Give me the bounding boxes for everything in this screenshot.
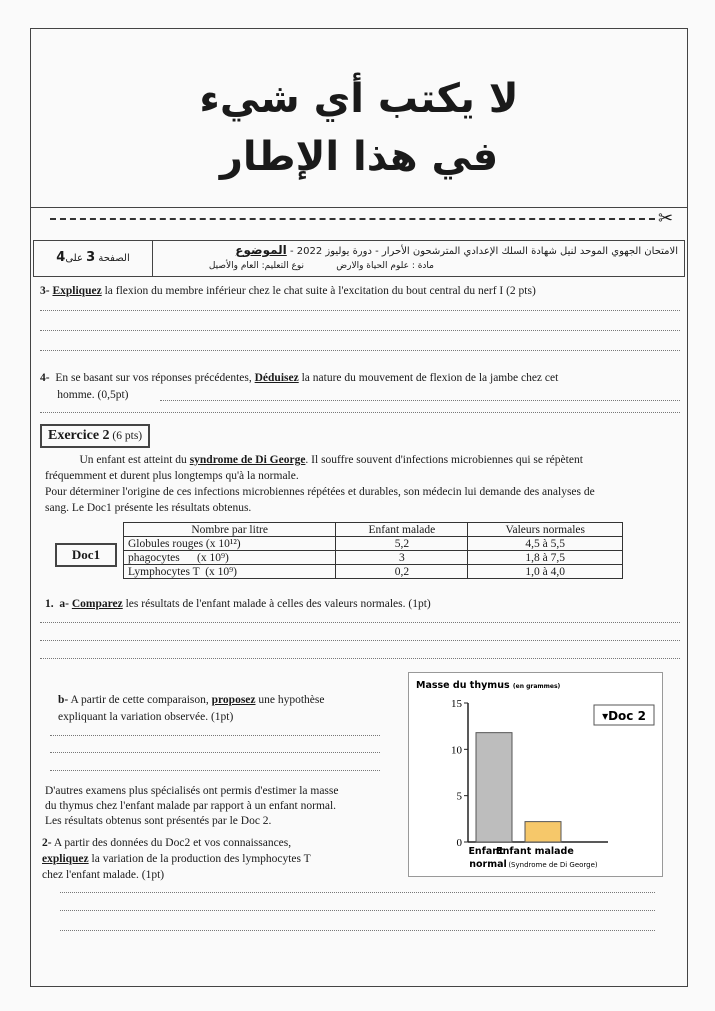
table-row: phagocytes (x 10⁹) 3 1,8 à 7,5 — [124, 551, 623, 565]
chart-title: Masse du thymus (en grammes) — [416, 680, 561, 691]
x-tick-label: normal — [469, 859, 507, 870]
x-tick-label: Enfant — [468, 846, 504, 857]
doc1-table — [123, 522, 623, 579]
y-tick-label: 5 — [456, 790, 462, 803]
table-row: Lymphocytes T (x 10⁹) 0,2 1,0 à 4,0 — [124, 565, 623, 579]
question-4: 4- En se basant sur vos réponses précédentes, Déduisez la nature du mouvement de flexion de la jambe chez cet homme. (0,5pt) — [40, 372, 559, 401]
scissors-icon: ✂ — [658, 208, 674, 228]
question-1b: b- A partir de cette comparaison, proposez une hypothèse expliquant la variation observée. (1pt) — [58, 694, 325, 723]
doc1-label: Doc1 — [55, 543, 117, 567]
table-header: Nombre par litre Enfant malade Valeurs normales — [124, 523, 623, 537]
y-tick-label: 15 — [451, 698, 462, 710]
question-3: 3- Expliquez la flexion du membre inférieur chez le chat suite à l'excitation du bout central du nerf I (2 pts) — [40, 285, 536, 297]
doc2-chart — [408, 672, 663, 877]
bar — [476, 733, 512, 842]
page-number-cell: الصفحة 3 على4 — [34, 241, 153, 276]
exam-header: الصفحة 3 على4 الامتحان الجهوي الموحد لنيل شهادة السلك الإعدادي المترشحون الأحرار - دورة يوليوز 2022 - الموضوع مادة : علوم الحياة والارض نوع التعليم: العام والأصيل — [33, 240, 685, 277]
y-tick-label: 0 — [456, 837, 462, 849]
doc2-label: ▾Doc 2 — [602, 709, 646, 723]
doc2-intro: D'autres examens plus spécialisés ont permis d'estimer la masse du thymus chez l'enfant malade par rapport à un enfant normal. Les résultats obtenus sont présentés par le Doc 2. — [45, 785, 339, 827]
x-tick-label: Enfant malade — [496, 846, 574, 857]
do-not-write-box — [30, 28, 688, 208]
bar — [525, 822, 561, 842]
question-1a: 1. a- Comparez les résultats de l'enfant malade à celles des valeurs normales. (1pt) — [45, 598, 431, 610]
table-row: Globules rouges (x 10¹²) 5,2 4,5 à 5,5 — [124, 537, 623, 551]
exercise-2-intro: Un enfant est atteint du syndrome de Di George. Il souffre souvent d'infections microbiennes qui se répètent fréquemment et durent plus longtemps qu'à la normale. Pour déterminer l'origine de ces infections microbiennes répétées et durables, son médecin lui demande des analyses de sang. Le Doc1 présente les résultats obtenus. — [45, 454, 595, 514]
y-tick-label: 10 — [451, 744, 462, 757]
question-2: 2- A partir des données du Doc2 et vos connaissances, expliquez la variation de la production des lymphocytes T chez l'enfant malade. (1pt) — [42, 837, 311, 881]
exercise-2-title: Exercice 2 (6 pts) — [40, 424, 150, 448]
notice-line1: لا يكتب أي شيء — [199, 76, 519, 122]
x-tick-sublabel: (Syndrome de Di George) — [508, 861, 598, 869]
notice-line2: في هذا الإطار — [219, 134, 499, 180]
